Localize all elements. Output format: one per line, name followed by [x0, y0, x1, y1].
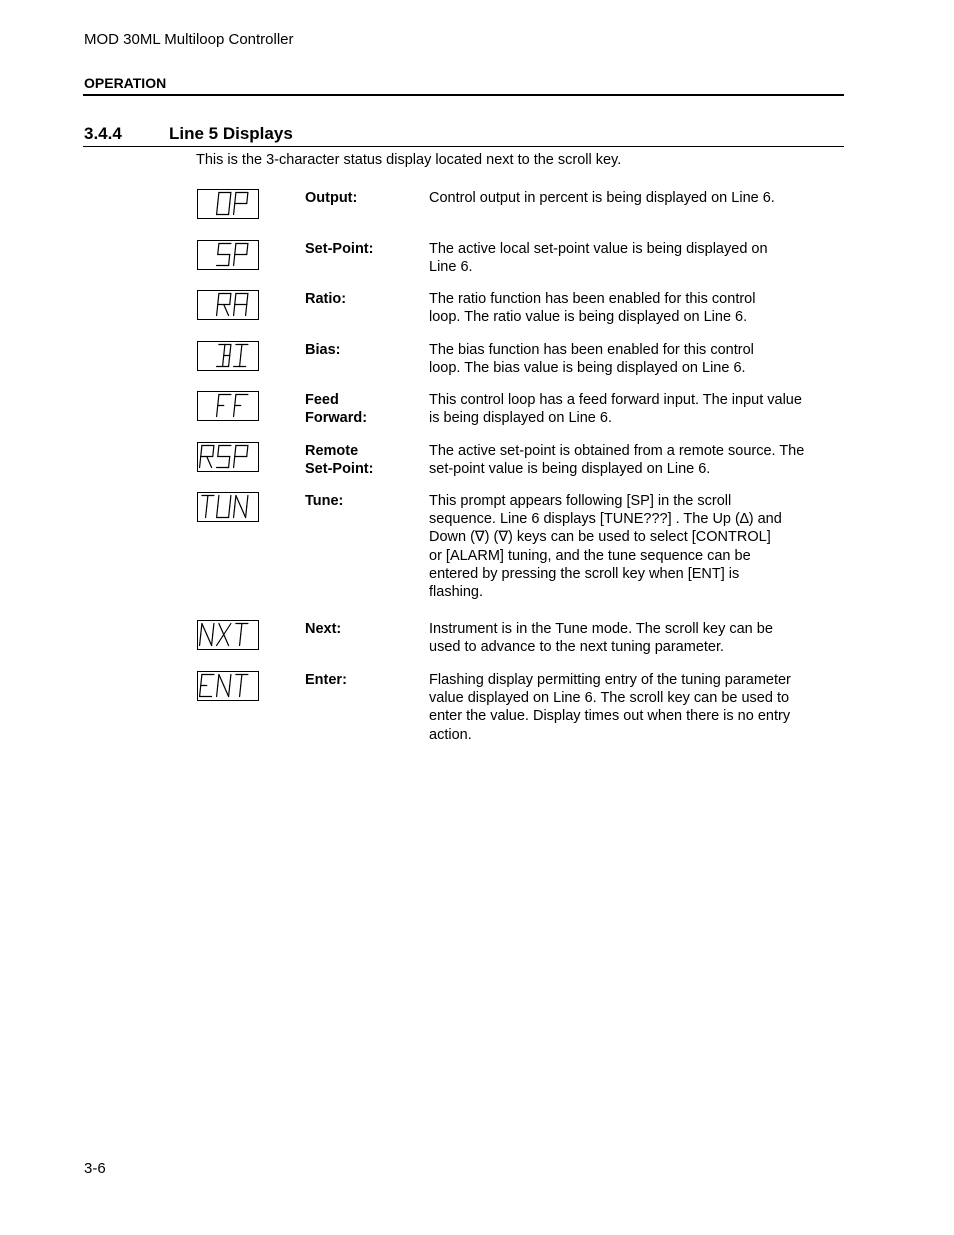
- lcd-display-icon: [197, 620, 259, 650]
- entry-term: Bias:: [305, 342, 341, 358]
- lcd-character: [200, 496, 214, 518]
- intro-text: This is the 3-character status display located next to the scroll key.: [196, 152, 622, 168]
- entry-term: Ratio:: [305, 291, 347, 307]
- lcd-character: [200, 446, 214, 468]
- lcd-character: [217, 244, 231, 266]
- entry-description: The ratio function has been enabled for this control loop. The ratio value is being displayed on Line 6.: [429, 291, 756, 326]
- entry-description: This prompt appears following [SP] in the scroll sequence. Line 6 displays [TUNE???] . The Up (∆) and Down (∇) (∇) keys can be used to select [CONTROL] or [ALARM] tuning, and the tune sequence can be entered by pressing the scroll key when [ENT] is flashing.: [429, 493, 782, 601]
- entry-description: Instrument is in the Tune mode. The scroll key can be used to advance to the next tuning parameter.: [429, 621, 773, 656]
- lcd-display-icon: [197, 671, 259, 701]
- lcd-character: [217, 675, 231, 697]
- entry-description: The active set-point is obtained from a remote source. The set-point value is being displayed on Line 6.: [429, 443, 805, 478]
- lcd-character: [217, 345, 231, 367]
- entry-term: Enter:: [305, 672, 347, 688]
- lcd-character: [217, 193, 231, 215]
- section-label: OPERATION: [84, 75, 167, 91]
- heading-title: Line 5 Displays: [169, 124, 293, 143]
- entry-term: Output:: [305, 190, 358, 206]
- lcd-display-icon: [197, 290, 259, 320]
- lcd-character: [234, 395, 248, 417]
- page-number: 3-6: [84, 1160, 106, 1177]
- lcd-character: [217, 294, 231, 316]
- lcd-display-icon: [197, 341, 259, 371]
- entry-description: This control loop has a feed forward input. The input value is being displayed on Line 6.: [429, 392, 802, 427]
- entry-term: Set-Point:: [305, 241, 374, 257]
- lcd-character: [234, 193, 248, 215]
- lcd-display-icon: [197, 189, 259, 219]
- entry-description: Flashing display permitting entry of the tuning parameter value displayed on Line 6. The scroll key can be used to enter the value. Display times out when there is no entry action.: [429, 672, 791, 743]
- heading-number: 3.4.4: [84, 124, 122, 143]
- lcd-display-icon: [197, 492, 259, 522]
- heading-rule: [83, 146, 844, 147]
- lcd-character: [234, 624, 248, 646]
- entry-term: Tune:: [305, 493, 344, 509]
- lcd-character: [217, 446, 231, 468]
- entry-description: The active local set-point value is being displayed on Line 6.: [429, 241, 768, 276]
- lcd-character: [234, 496, 248, 518]
- lcd-character: [234, 244, 248, 266]
- lcd-display-icon: [197, 391, 259, 421]
- lcd-character: [217, 496, 231, 518]
- entry-term: Next:: [305, 621, 342, 637]
- lcd-character: [200, 675, 214, 697]
- lcd-character: [200, 624, 214, 646]
- lcd-character: [234, 345, 248, 367]
- lcd-display-icon: [197, 442, 259, 472]
- entry-term: Feed Forward:: [305, 392, 368, 426]
- lcd-character: [234, 294, 248, 316]
- lcd-character: [217, 395, 231, 417]
- lcd-display-icon: [197, 240, 259, 270]
- lcd-character: [234, 675, 248, 697]
- lcd-character: [234, 446, 248, 468]
- entry-description: Control output in percent is being displayed on Line 6.: [429, 190, 775, 206]
- header-rule: [83, 94, 844, 96]
- entry-term: Remote Set-Point:: [305, 443, 374, 477]
- document-title: MOD 30ML Multiloop Controller: [84, 31, 294, 48]
- entry-description: The bias function has been enabled for this control loop. The bias value is being displayed on Line 6.: [429, 342, 754, 377]
- lcd-character: [217, 624, 231, 646]
